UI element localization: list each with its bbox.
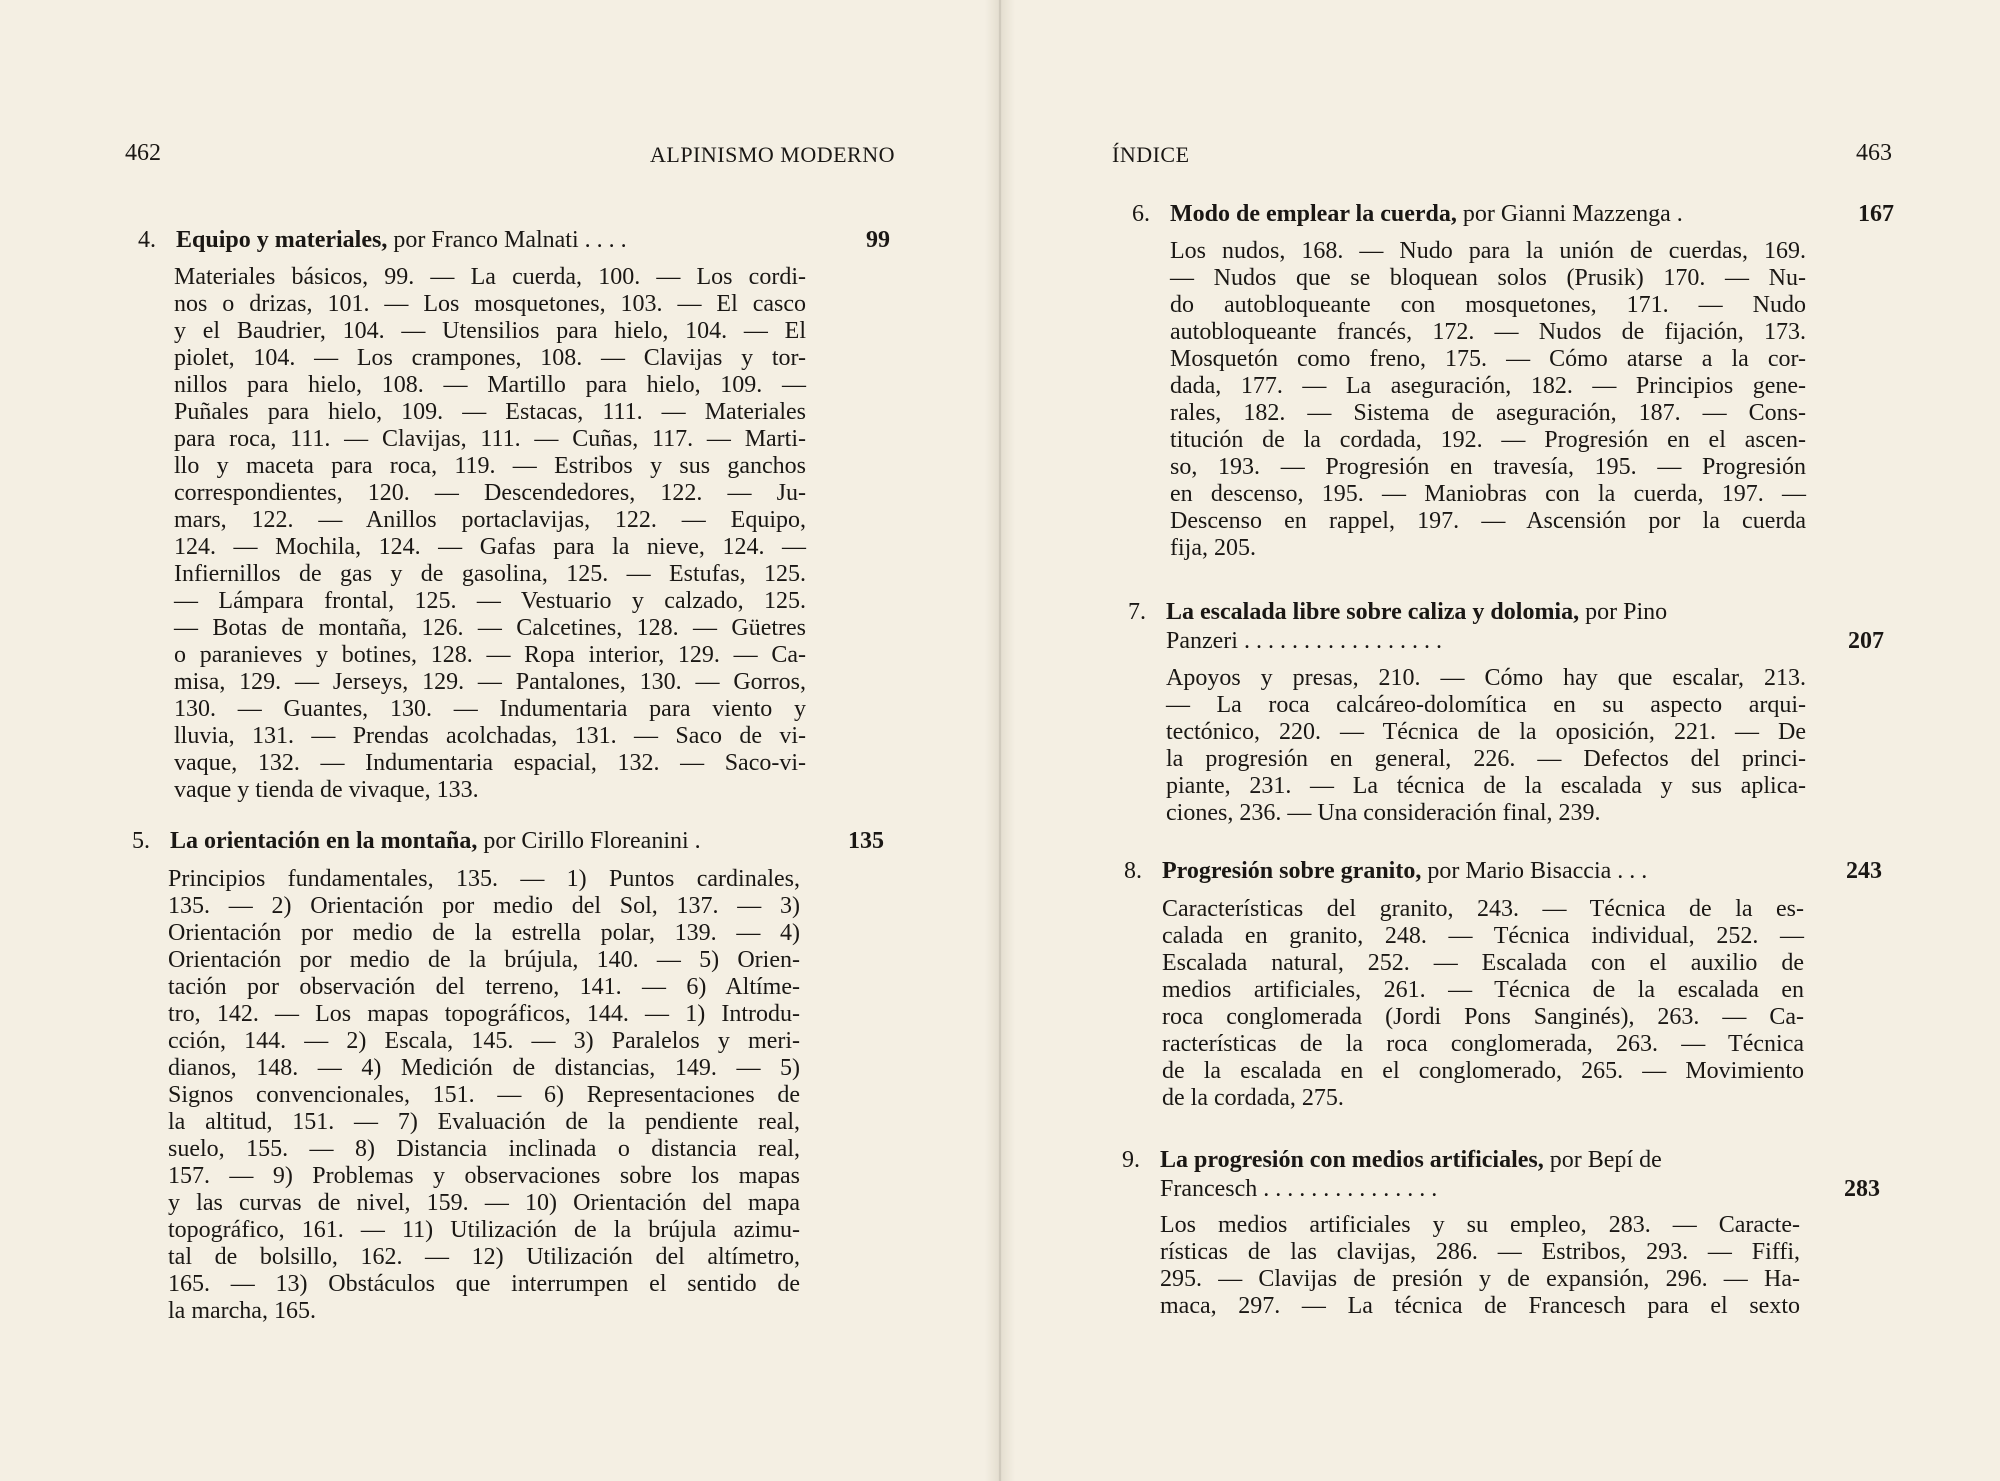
- running-head: ÍNDICE: [1112, 142, 1190, 167]
- text-line: vaque, 132. — Indumentaria espacial, 132. — Saco-vi-: [174, 750, 806, 776]
- entry-number: 8.: [1124, 858, 1142, 884]
- entry-title: Modo de emplear la cuerda,: [1170, 201, 1457, 227]
- text-line: Los nudos, 168. — Nudo para la unión de cuerdas, 169.: [1170, 238, 1806, 264]
- entry-contents: [1162, 896, 1804, 1112]
- entry-page: 167: [1858, 201, 1894, 227]
- entry-title: La progresión con medios artificiales,: [1160, 1147, 1544, 1173]
- entry-contents: [1170, 238, 1806, 562]
- text-line: Orientación por medio de la estrella polar, 139. — 4): [168, 920, 800, 946]
- text-line: Materiales básicos, 99. — La cuerda, 100. — Los cordi-: [174, 264, 806, 290]
- text-line: fija, 205.: [1170, 535, 1256, 561]
- text-line: so, 193. — Progresión en travesía, 195. — Progresión: [1170, 454, 1806, 480]
- text-line: roca conglomerada (Jordi Pons Sanginés), 263. — Ca-: [1162, 1004, 1804, 1030]
- entry-title: Equipo y materiales,: [176, 227, 388, 253]
- text-line: llo y maceta para roca, 119. — Estribos y sus ganchos: [174, 453, 806, 479]
- text-line: vaque y tienda de vivaque, 133.: [174, 777, 479, 803]
- text-line: Infiernillos de gas y de gasolina, 125. — Estufas, 125.: [174, 561, 806, 587]
- text-line: piante, 231. — La técnica de la escalada y sus aplica-: [1166, 773, 1806, 799]
- text-line: dianos, 148. — 4) Medición de distancias, 149. — 5): [168, 1055, 800, 1081]
- text-line: 157. — 9) Problemas y observaciones sobre los mapas: [168, 1163, 800, 1189]
- text-line: Descenso en rappel, 197. — Ascensión por la cuerda: [1170, 508, 1806, 534]
- entry-leaders: . . . .: [578, 227, 627, 253]
- text-line: 165. — 13) Obstáculos que interrumpen el sentido de: [168, 1271, 800, 1297]
- text-line: dada, 177. — La aseguración, 182. — Principios gene-: [1170, 373, 1806, 399]
- text-line: tro, 142. — Los mapas topográficos, 144. — 1) Introdu-: [168, 1001, 800, 1027]
- text-line: calada en granito, 248. — Técnica individual, 252. —: [1162, 923, 1804, 949]
- text-line: la marcha, 165.: [168, 1298, 316, 1324]
- entry-page: 135: [848, 828, 884, 854]
- text-line: de la cordada, 275.: [1162, 1085, 1344, 1111]
- text-line: topográfico, 161. — 11) Utilización de la brújula azimu-: [168, 1217, 800, 1243]
- text-line: suelo, 155. — 8) Distancia inclinada o distancia real,: [168, 1136, 800, 1162]
- text-line: tectónico, 220. — Técnica de la oposición, 221. — De: [1166, 719, 1806, 745]
- page-number: 462: [125, 140, 161, 166]
- text-line: rales, 182. — Sistema de aseguración, 187. — Cons-: [1170, 400, 1806, 426]
- text-line: la altitud, 151. — 7) Evaluación de la pendiente real,: [168, 1109, 800, 1135]
- entry-page: 283: [1844, 1176, 1880, 1202]
- text-line: Mosquetón como freno, 175. — Cómo atarse a la cor-: [1170, 346, 1806, 372]
- text-line: medios artificiales, 261. — Técnica de la escalada en: [1162, 977, 1804, 1003]
- text-line: do autobloqueante con mosquetones, 171. — Nudo: [1170, 292, 1806, 318]
- entry-title: La orientación en la montaña,: [170, 828, 478, 854]
- entry-number: 5.: [132, 828, 150, 854]
- text-line: tación por observación del terreno, 141. — 6) Altíme-: [168, 974, 800, 1000]
- text-line: maca, 297. — La técnica de Francesch para el sexto: [1160, 1293, 1800, 1319]
- entry-contents: [174, 264, 806, 804]
- entry-page: 243: [1846, 858, 1882, 884]
- text-line: la progresión en general, 226. — Defectos del princi-: [1166, 746, 1806, 772]
- text-line: y las curvas de nivel, 159. — 10) Orientación del mapa: [168, 1190, 800, 1216]
- entry-title: La escalada libre sobre caliza y dolomia,: [1166, 599, 1580, 625]
- entry-author: por Cirillo Floreanini .: [477, 828, 701, 854]
- running-head: ALPINISMO MODERNO: [650, 142, 896, 167]
- book-gutter: [985, 0, 1015, 1481]
- toc-entry-heading: [1128, 598, 1888, 656]
- text-line: racterísticas de la roca conglomerada, 263. — Técnica: [1162, 1031, 1804, 1057]
- text-line: en descenso, 195. — Maniobras con la cuerda, 197. —: [1170, 481, 1806, 507]
- entry-leaders: .: [1670, 201, 1683, 227]
- entry-leaders: . . .: [1611, 858, 1648, 884]
- text-line: cción, 144. — 2) Escala, 145. — 3) Paralelos y meri-: [168, 1028, 800, 1054]
- entry-page: 207: [1848, 628, 1884, 654]
- text-line: correspondientes, 120. — Descendedores, 122. — Ju-: [174, 480, 806, 506]
- text-line: misa, 129. — Jerseys, 129. — Pantalones, 130. — Gorros,: [174, 669, 806, 695]
- text-line: y el Baudrier, 104. — Utensilios para hielo, 104. — El: [174, 318, 806, 344]
- entry-author: por Mario Bisaccia: [1421, 858, 1612, 884]
- entry-number: 6.: [1132, 201, 1150, 227]
- page-number: 463: [1856, 140, 1892, 166]
- right-page: [1000, 0, 2000, 1481]
- text-line: de la escalada en el conglomerado, 265. — Movimiento: [1162, 1058, 1804, 1084]
- entry-author-continued: Francesch . . . . . . . . . . . . . . .: [1160, 1176, 1438, 1202]
- text-line: o paranieves y botines, 128. — Ropa interior, 129. — Ca-: [174, 642, 806, 668]
- text-line: 135. — 2) Orientación por medio del Sol, 137. — 3): [168, 893, 800, 919]
- text-line: Los medios artificiales y su empleo, 283. — Caracte-: [1160, 1212, 1800, 1238]
- entry-author: por Gianni Mazzenga: [1456, 201, 1671, 227]
- entry-number: 7.: [1128, 599, 1146, 625]
- text-line: nos o drizas, 101. — Los mosquetones, 103. — El casco: [174, 291, 806, 317]
- entry-page: 99: [866, 227, 890, 253]
- text-line: rísticas de las clavijas, 286. — Estribos, 293. — Fiffi,: [1160, 1239, 1800, 1265]
- text-line: ciones, 236. — Una consideración final, 239.: [1166, 800, 1601, 826]
- entry-title: Progresión sobre granito,: [1162, 858, 1422, 884]
- text-line: tal de bolsillo, 162. — 12) Utilización del altímetro,: [168, 1244, 800, 1270]
- text-line: para roca, 111. — Clavijas, 111. — Cuñas, 117. — Marti-: [174, 426, 806, 452]
- text-line: Puñales para hielo, 109. — Estacas, 111. — Materiales: [174, 399, 806, 425]
- text-line: — Nudos que se bloquean solos (Prusik) 170. — Nu-: [1170, 265, 1806, 291]
- entry-contents: [168, 866, 800, 1325]
- entry-number: 9.: [1122, 1147, 1140, 1173]
- entry-author-continued: Panzeri . . . . . . . . . . . . . . . . .: [1166, 628, 1442, 654]
- text-line: 295. — Clavijas de presión y de expansión, 296. — Ha-: [1160, 1266, 1800, 1292]
- text-line: Principios fundamentales, 135. — 1) Puntos cardinales,: [168, 866, 800, 892]
- text-line: Orientación por medio de la brújula, 140. — 5) Orien-: [168, 947, 800, 973]
- entry-contents: [1166, 665, 1806, 827]
- text-line: nillos para hielo, 108. — Martillo para hielo, 109. —: [174, 372, 806, 398]
- text-line: lluvia, 131. — Prendas acolchadas, 131. — Saco de vi-: [174, 723, 806, 749]
- text-line: titución de la cordada, 192. — Progresión en el ascen-: [1170, 427, 1806, 453]
- text-line: mars, 122. — Anillos portaclavijas, 122. — Equipo,: [174, 507, 806, 533]
- entry-number: 4.: [138, 227, 156, 253]
- text-line: autobloqueante francés, 172. — Nudos de fijación, 173.: [1170, 319, 1806, 345]
- text-line: piolet, 104. — Los crampones, 108. — Clavijas y tor-: [174, 345, 806, 371]
- text-line: 124. — Mochila, 124. — Gafas para la nieve, 124. —: [174, 534, 806, 560]
- text-line: Características del granito, 243. — Técnica de la es-: [1162, 896, 1804, 922]
- entry-author: por Bepí de: [1543, 1147, 1662, 1173]
- text-line: — Lámpara frontal, 125. — Vestuario y calzado, 125.: [174, 588, 806, 614]
- text-line: — La roca calcáreo-dolomítica en su aspecto arqui-: [1166, 692, 1806, 718]
- text-line: — Botas de montaña, 126. — Calcetines, 128. — Güetres: [174, 615, 806, 641]
- text-line: 130. — Guantes, 130. — Indumentaria para viento y: [174, 696, 806, 722]
- entry-author: por Pino: [1579, 599, 1668, 625]
- text-line: Apoyos y presas, 210. — Cómo hay que escalar, 213.: [1166, 665, 1806, 691]
- entry-author: por Franco Malnati: [387, 227, 579, 253]
- entry-contents: [1160, 1212, 1800, 1320]
- text-line: Escalada natural, 252. — Escalada con el auxilio de: [1162, 950, 1804, 976]
- toc-entry-heading: [1122, 1146, 1882, 1204]
- text-line: Signos convencionales, 151. — 6) Representaciones de: [168, 1082, 800, 1108]
